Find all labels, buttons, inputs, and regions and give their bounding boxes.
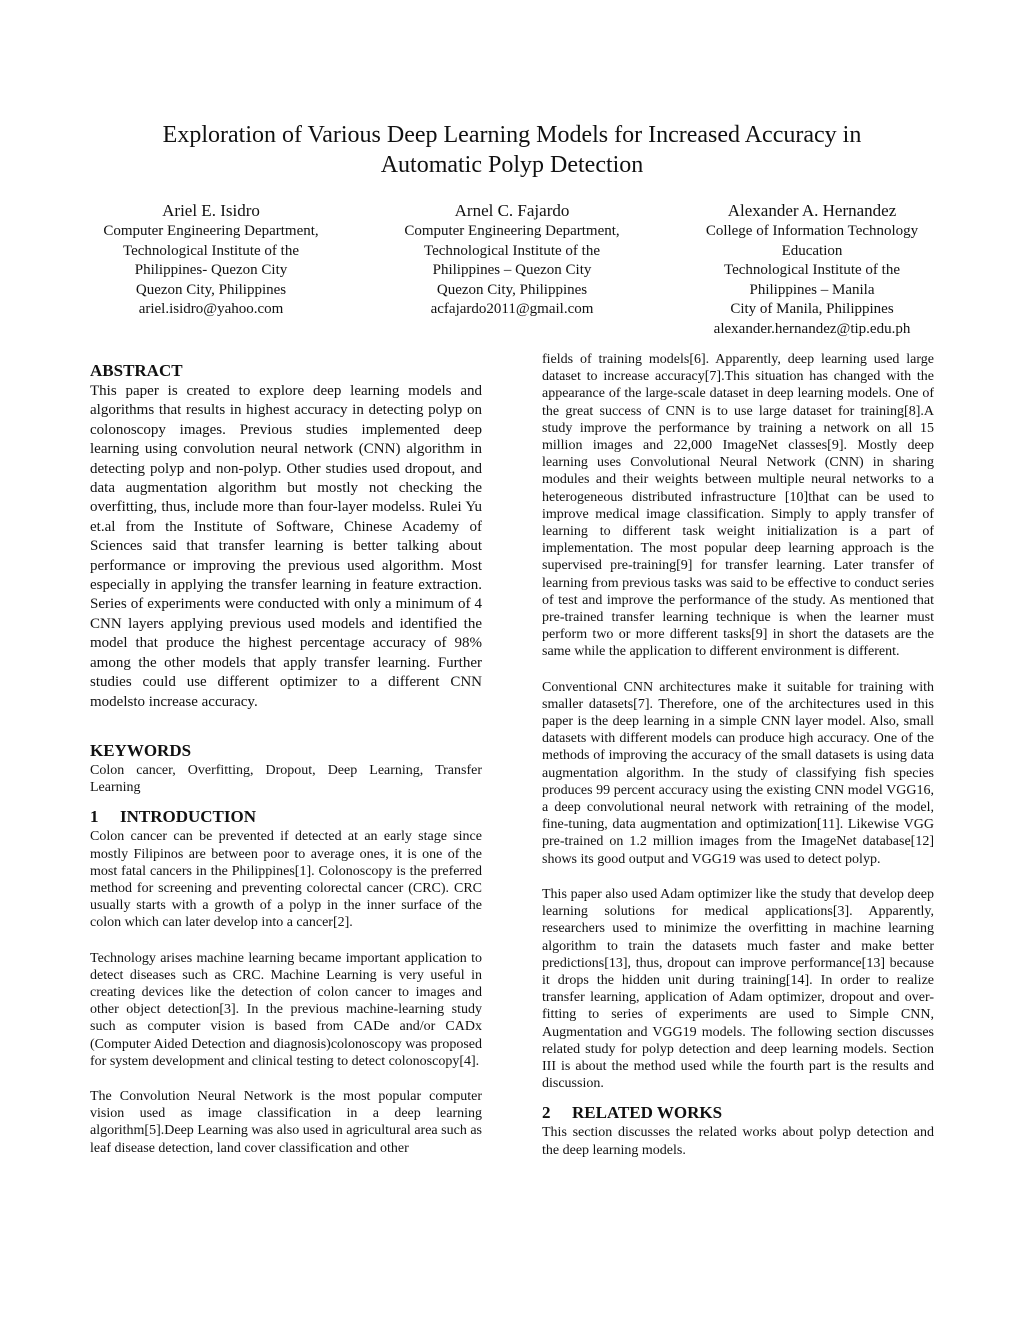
abstract-text: This paper is created to explore deep learning models and algorithms that results in highest accuracy in detecting polyp on colonoscopy images. Previous studies implemented deep learning using convolution neural network (CNN) algorithm in detecting polyp and non-polyp. Other studies used dropout, and data augmentation algorithm but mostly not checking the overfitting, thus, include more than four-layer modelss. Rulei Yu et.al from the Institute of Software, Chinese Academy of Sciences said that transfer learning is better talking about performance or improving the previous used algorithm. Most especially in applying the transfer learning in feature extraction. Series of experiments were conducted with only a minimum of 4 CNN layers applying previous used models and identified the model that produce the highest percentage accuracy of 98% among the other models that apply transfer learning. Further studies could use different optimizer to a different CNN modelsto increase accuracy. (90, 383, 482, 710)
author-affiliation-line: Education (781, 242, 843, 259)
author-email: alexander.hernandez@tip.edu.ph (713, 320, 911, 337)
intro-paragraph: The Convolution Neural Network is the most popular computer vision used as image classification in a deep learning algorithm[5].Deep Learning was also used in agricultural area such as leaf disease detection, land cover classification and other (90, 1088, 482, 1156)
related-works-heading (542, 1102, 934, 1124)
related-works-text: This section discusses the related works about polyp detection and the deep learning models. (542, 1125, 934, 1158)
author-block-hernandez (680, 200, 944, 339)
author-block-fajardo (381, 200, 643, 320)
author-affiliation-line: Technological Institute of the (123, 242, 299, 259)
author-affiliation-line: Philippines – Manila (749, 281, 875, 298)
intro-paragraph: Technology arises machine learning became important application to detect diseases such as CRC. Machine Learning is very useful in creating devices like the detection of colon cancer to images and other object detection[3]. In the previous machine-learning study such as computer vision is based from CADe and/or CADx (Computer Aided Detection and diagnosis)colonoscopy was proposed for system development and clinical testing to detect colonoscopy[4]. (90, 950, 482, 1069)
title-line-1: Exploration of Various Deep Learning Models for Increased Accuracy in (162, 122, 862, 148)
body-paragraph: Conventional CNN architectures make it suitable for training with smaller datasets[7]. Therefore, one of the architectures used in this paper is the deep learning in a simple CNN layer model. Also, small datasets with different models can produce high accuracy. One of the methods of improving the accuracy of the small datasets is using data augmentation algorithm. In the study of classifying fish species produces 99 percent accuracy using the existing CNN model VGG16, a deep convolutional neural network with retraining of the model, fine-tuning, data augmentation and optimization[11]. Likewise VGG pre-trained on 1.2 million images from the ImageNet database[12] shows its good output and VGG19 was used to detect polyp. (542, 679, 934, 867)
author-affiliation-line: Technological Institute of the (424, 242, 600, 259)
introduction-heading (90, 806, 482, 828)
author-affiliation-line: Philippines- Quezon City (134, 262, 288, 278)
author-affiliation-line: College of Information Technology (705, 223, 919, 239)
intro-paragraph: Colon cancer can be prevented if detected at an early stage since mostly Filipinos are between poor to average ones, it is one of the most fatal cancers in the Philippines[1]. Colonoscopy is the preferred method for screening and preventing colorectal cancer (CRC). CRC usually starts with a growth of a polyp in the inner surface of the colon which can later develop into a cancer[2]. (90, 829, 482, 931)
abstract-heading: ABSTRACT (90, 361, 183, 380)
author-name: Alexander A. Hernandez (727, 201, 897, 220)
body-paragraph: fields of training models[6]. Apparently, deep learning used large dataset to increase accuracy[7].This situation has changed with the appearance of the large-scale dataset in deep learning models. One of the great success of CNN is to use large dataset for training[8].A study improve the performance by training a network on all 15 million images and 22,000 ImageNet classes[9]. Mostly deep learning uses Convolutional Neural Network (CNN) in sharing modules and their weights between multiple neural networks to a heterogeneous distributed infrastructure [10]that can be used to improve medical image classification. Simply to apply transfer of learning to different task weight initialization is a part of implementation. The most popular deep learning approach is the supervised pre-training[9] for transfer learning. Later transfer of learning from previous tasks was said to be effective to conduct series of test and improve the performance of the study. As mentioned that pre-trained transfer learning technique is when the learner must perform two or more different tasks[9] in short the datasets are the same while the application to different environment is different. (542, 352, 935, 660)
keywords-text: Colon cancer, Overfitting, Dropout, Deep Learning, Transfer Learning (90, 762, 482, 796)
section-title: RELATED WORKS (572, 1103, 723, 1123)
section-number: 1 (90, 807, 99, 827)
author-affiliation-line: City of Manila, Philippines (730, 301, 894, 317)
section-title: INTRODUCTION (120, 807, 257, 827)
author-email: acfajardo2011@gmail.com (430, 301, 594, 317)
author-affiliation-line: Quezon City, Philippines (436, 281, 588, 298)
paper-title (60, 120, 964, 180)
author-affiliation-line: Technological Institute of the (724, 262, 900, 278)
title-line-2: Automatic Polyp Detection (380, 152, 644, 178)
author-name: Ariel E. Isidro (162, 201, 260, 220)
author-affiliation-line: Quezon City, Philippines (135, 281, 287, 298)
author-affiliation-line: Computer Engineering Department, (404, 223, 620, 239)
author-email: ariel.isidro@yahoo.com (138, 301, 284, 317)
author-affiliation-line: Computer Engineering Department, (103, 223, 319, 239)
body-paragraph: This paper also used Adam optimizer like the study that develop deep learning solutions for medical applications[3]. Apparently, researchers used to minimize the overfitting in machine learning algorithm to train the datasets much faster and make better predictions[13], thus, dropout can improve performance[13] because it drops the hidden unit during training[14]. In order to realize transfer learning, application of Adam optimizer, dropout and over-fitting to series of experiments are used to Simple CNN, Augmentation and VGG19 models. The following section discusses related study for polyp detection and deep learning models. Section III is about the method used while the fourth part is the results and discussion. (542, 886, 934, 1092)
left-column (90, 360, 482, 1157)
author-affiliation-line: Philippines – Quezon City (432, 262, 592, 278)
keywords-heading: KEYWORDS (90, 740, 192, 760)
right-column (542, 351, 934, 1159)
author-block-isidro (80, 200, 342, 320)
section-number: 2 (542, 1103, 551, 1123)
author-name: Arnel C. Fajardo (454, 201, 570, 220)
